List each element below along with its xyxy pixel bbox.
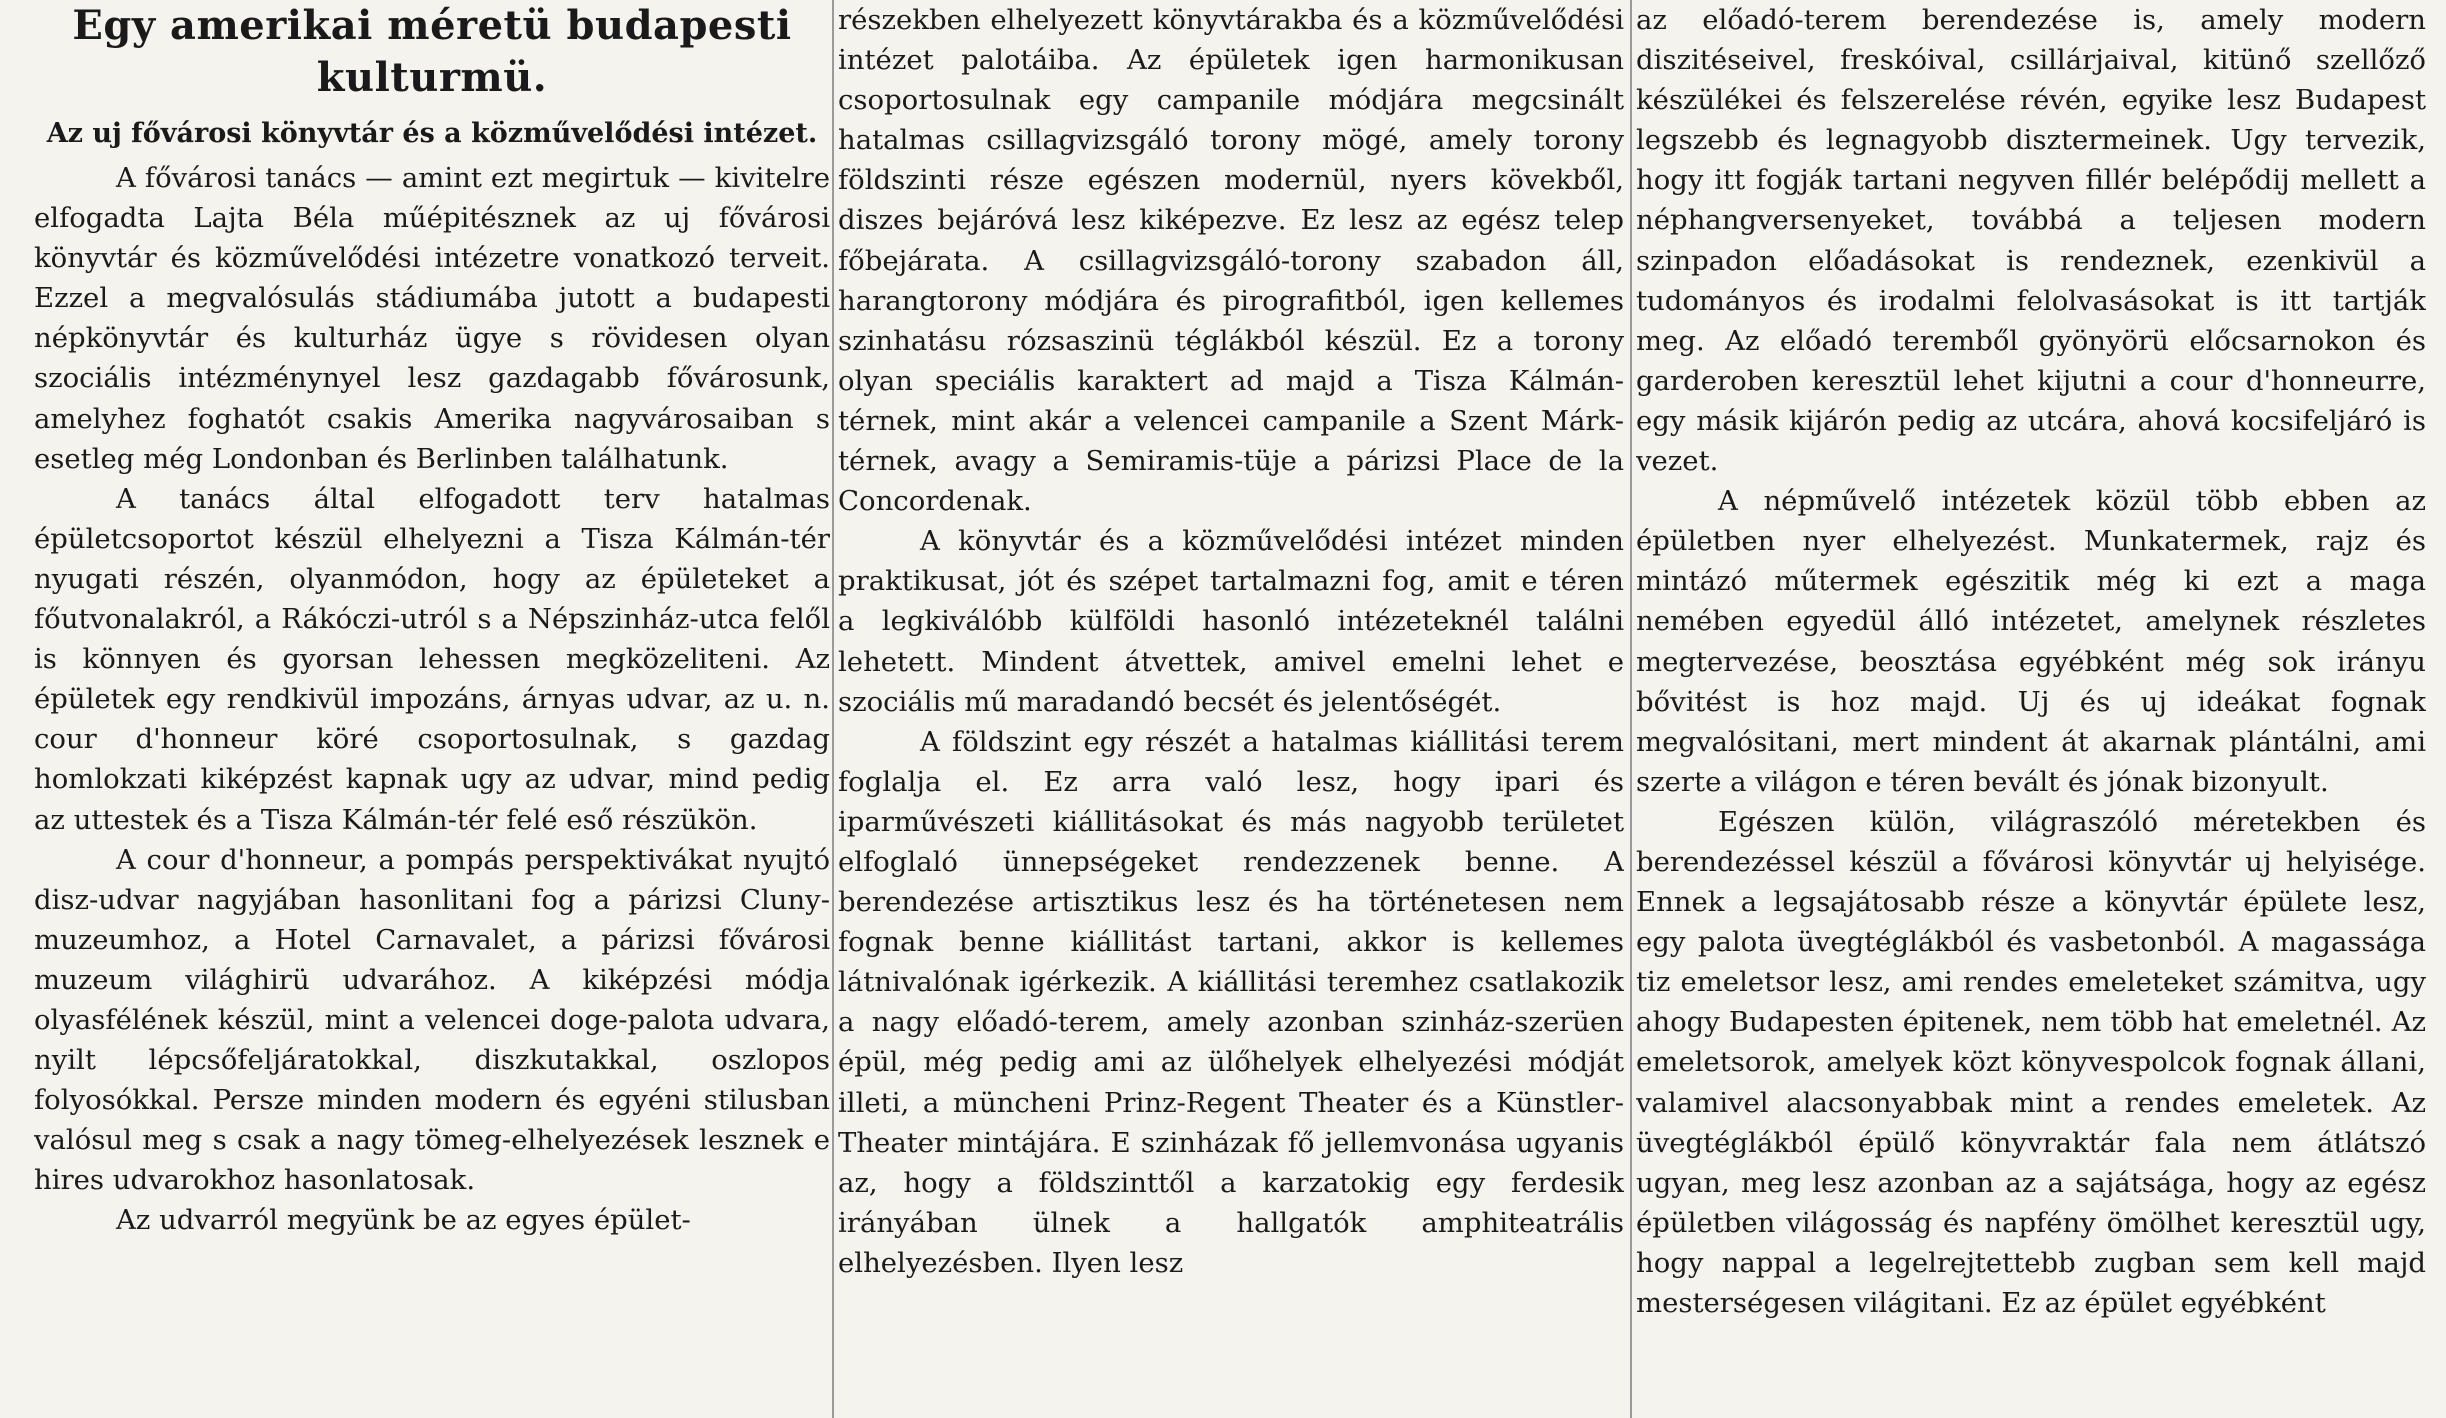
column-3	[1636, 0, 2426, 1418]
article-subtitle: Az uj fővárosi könyvtár és a közművelődési intézet.	[46, 118, 818, 149]
column-rule	[832, 0, 834, 1418]
paragraph: részekben elhelyezett könyvtárakba és a közművelődési intézet palotáiba. Az épületek igen harmonikusan csoportosulnak egy campanile módjára megcsinált hatalmas csillagvizsgáló torony mögé, amely torony földszinti része egészen modernül, nyers kövekből, diszes bejáróvá lesz kiképezve. Ez lesz az egész telep főbejárata. A csillagvizsgáló-torony szabadon áll, harangtorony módjára és pirografitból, igen kellemes szinhatásu rózsaszinü téglákból készül. Ez a torony olyan speciális karaktert ad majd a Tisza Kálmán-térnek, mint akár a velencei campanile a Szent Márk-térnek, avagy a Semiramis-tüje a párizsi Place de la Concordenak.	[838, 4, 1624, 518]
paragraph: A cour d'honneur, a pompás perspektivákat nyujtó disz-udvar nagyjában hasonlitani fog a párizsi Cluny-muzeumhoz, a Hotel Carnavalet, a párizsi fővárosi muzeum világhirü udvarához. A kiképzési módja olyasfélének készül, mint a velencei doge-palota udvara, nyilt lépcsőfeljáratokkal, diszkutakkal, oszlopos folyosókkal. Persze minden modern és egyéni stilusban valósul meg s csak a nagy tömeg-elhelyezések lesznek e hires udvarokhoz hasonlatosak.	[34, 843, 830, 1197]
paragraph: A népművelő intézetek közül több ebben az épületben nyer elhelyezést. Munkatermek, rajz és mintázó műtermek egészitik még ki ezt a maga nemében egyedül álló intézetet, amelynek részletes megtervezése, beosztása egyébként még sok irányu bővitést is hoz majd. Uj és uj ideákat fognak megvalósitani, mert mindent át akarnak plántálni, ami szerte a világon e téren bevált és jónak bizonyult.	[1636, 485, 2426, 798]
column-rule	[1630, 0, 1632, 1418]
paragraph: A fővárosi tanács — amint ezt megirtuk — kivitelre elfogadta Lajta Béla műépitésznek az uj fővárosi könyvtár és közművelődési intézetre vonatkozó terveit. Ezzel a megvalósulás stádiumába jutott a budapesti népkönyvtár és kulturház ügye s rövidesen olyan szociális intézménynyel lesz gazdagabb fővárosunk, amelyhez foghatót csakis Amerika nagyvárosaiban s esetleg még Londonban és Berlinben találhatunk.	[34, 162, 830, 475]
column-2	[838, 0, 1624, 1418]
paragraph: Egészen külön, világraszóló méretekben és berendezéssel készül a fővárosi könyvtár uj helyisége. Ennek a legsajátosabb része a könyvtár épülete lesz, egy palota üvegtéglákból és vasbetonból. A magassága tiz emeletsor lesz, ami rendes emeleteket számitva, ugy ahogy Budapesten épitenek, nem több hat emeletnél. Az emeletsorok, amelyek közt könyvespolcok fognak állani, valamivel alacsonyabbak mint a rendes emeletek. Az üvegtéglákból épülő könyvraktár fala nem átlátszó ugyan, meg lesz azonban az a sajátsága, hogy az egész épületben világosság és napfény ömölhet keresztül ugy, hogy nappal a legelrejtettebb zugban sem kell majd mesterségesen világitani. Ez az épület egyébként	[1636, 805, 2426, 1319]
column-1	[34, 0, 830, 1418]
paragraph: az előadó-terem berendezése is, amely modern diszitéseivel, freskóival, csillárjaival, kitünő szellőző készülékei és felszerelése révén, egyike lesz Budapest legszebb és legnagyobb disztermeinek. Ugy tervezik, hogy itt fogják tartani negyven fillér belépődij mellett a néphangversenyeket, továbbá a teljesen modern szinpadon előadásokat is rendeznek, ezenkivül a tudományos és irodalmi felolvasásokat is itt tartják meg. Az előadó teremből gyönyörü előcsarnokon és garderoben keresztül lehet kijutni a cour d'honneurre, egy másik kijárón pedig az utcára, ahová kocsifeljáró is vezet.	[1636, 4, 2426, 478]
paragraph: A könyvtár és a közművelődési intézet minden praktikusat, jót és szépet tartalmazni fog, amit e téren a legkiválóbb külföldi hasonló intézeteknél találni lehetett. Mindent átvettek, amivel emelni lehet e szociális mű maradandó becsét és jelentőségét.	[838, 525, 1624, 718]
paragraph: A tanács által elfogadott terv hatalmas épületcsoportot készül elhelyezni a Tisza Kálmán-tér nyugati részén, olyanmódon, hogy az épületeket a főutvonalakról, a Rákóczi-utról s a Népszinház-utca felől is könnyen és gyorsan lehessen megközeliteni. Az épületek egy rendkivül impozáns, árnyas udvar, az u. n. cour d'honneur köré csoportosulnak, s gazdag homlokzati kiképzést kapnak ugy az udvar, mind pedig az uttestek és a Tisza Kálmán-tér felé eső részükön.	[34, 482, 830, 836]
paragraph: Az udvarról megyünk be az egyes épület-	[116, 1204, 691, 1237]
paragraph: A földszint egy részét a hatalmas kiállitási terem foglalja el. Ez arra való lesz, hogy ipari és iparművészeti kiállitásokat és más nagyobb területet elfoglaló ünnepségeket rendezzenek benne. A berendezése artisztikus lesz és ha történetesen nem fognak benne kiállitást tartani, akkor is kellemes látnivalónak igérkezik. A kiállitási teremhez csatlakozik a nagy előadó-terem, amely azonban szinház-szerüen épül, még pedig ami az ülőhelyek elhelyezési módját illeti, a müncheni Prinz-Regent Theater és a Künstler-Theater mintájára. E szinházak fő jellemvonása ugyanis az, hogy a földszinttől a karzatokig egy ferdesik irányában ülnek a hallgatók amphiteatrális elhelyezésben. Ilyen lesz	[838, 725, 1624, 1279]
article-title: Egy amerikai méretü budapesti kulturmü.	[72, 2, 792, 101]
